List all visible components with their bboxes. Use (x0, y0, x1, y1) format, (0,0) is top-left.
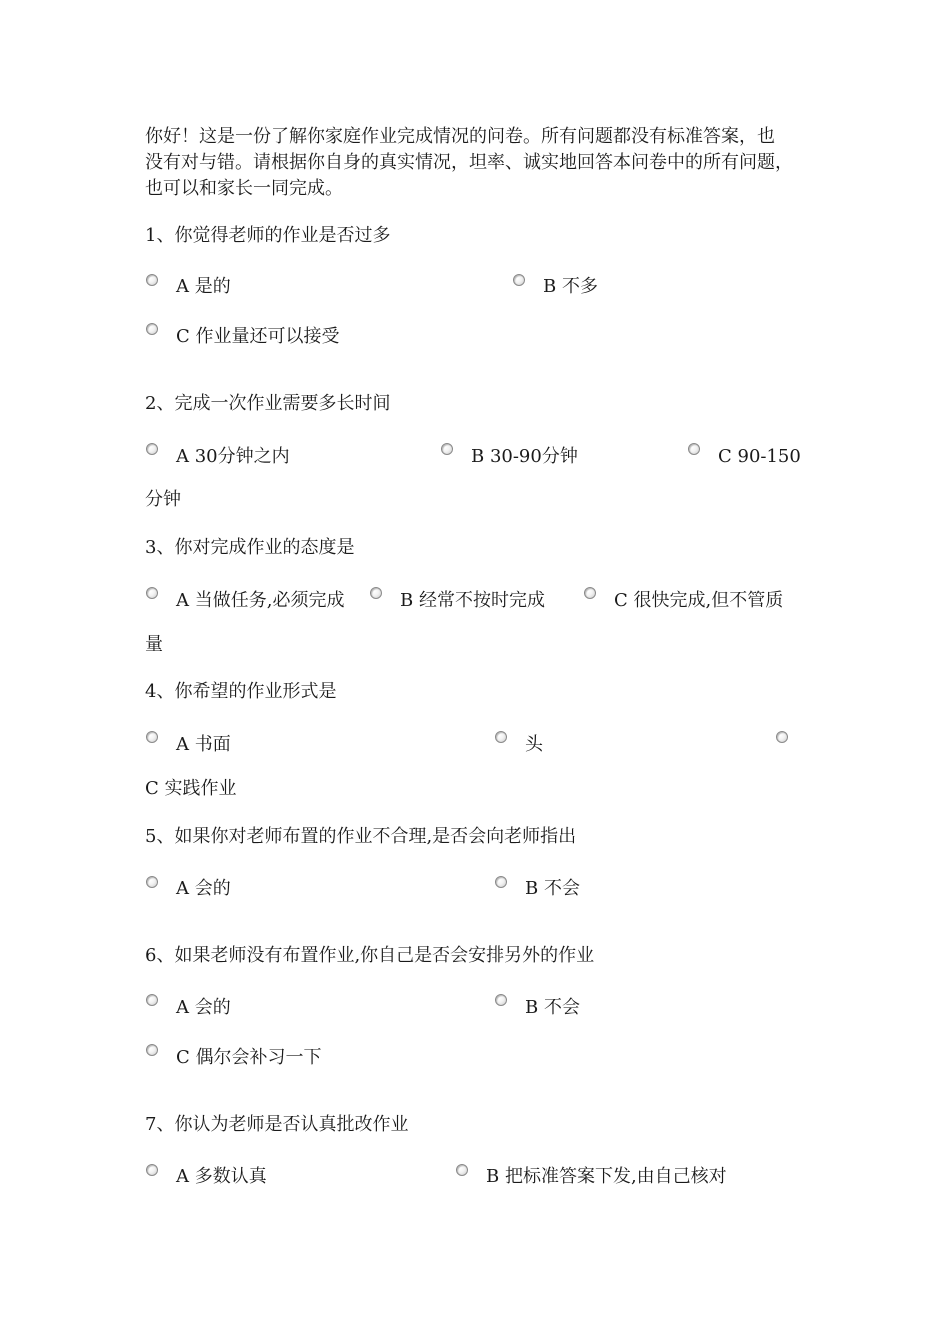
question-7-title: 7、你认为老师是否认真批改作业 (145, 1114, 409, 1135)
option-wrap-q3: 量 (145, 634, 163, 655)
option-label-q4-a: A 书面 (176, 734, 231, 755)
option-label-q2-c: C 90-150 (718, 446, 801, 467)
radio-q2-a[interactable] (146, 443, 158, 455)
option-wrap-q4: C 实践作业 (145, 778, 237, 799)
option-label-q7-b: B 把标准答案下发,由自己核对 (486, 1166, 727, 1187)
radio-q5-b[interactable] (495, 876, 507, 888)
radio-q4-b[interactable] (495, 731, 507, 743)
radio-q3-a[interactable] (146, 587, 158, 599)
radio-q3-c[interactable] (584, 587, 596, 599)
radio-q2-c[interactable] (688, 443, 700, 455)
intro-line: 也可以和家长一同完成。 (145, 178, 343, 199)
radio-q6-c[interactable] (146, 1044, 158, 1056)
option-label-q5-a: A 会的 (176, 878, 231, 899)
option-label-q3-c: C 很快完成,但不管质 (614, 590, 784, 611)
question-1-title: 1、你觉得老师的作业是否过多 (145, 225, 391, 246)
radio-q1-c[interactable] (146, 323, 158, 335)
option-label-q2-b: B 30-90分钟 (471, 446, 578, 467)
option-label-q6-b: B 不会 (525, 997, 580, 1018)
radio-q6-b[interactable] (495, 994, 507, 1006)
question-2-title: 2、完成一次作业需要多长时间 (145, 393, 391, 414)
radio-q5-a[interactable] (146, 876, 158, 888)
intro-paragraph (145, 124, 815, 202)
intro-line: 没有对与错。请根据你自身的真实情况，坦率、诚实地回答本问卷中的所有问题， (145, 152, 793, 173)
option-label-q2-a: A 30分钟之内 (176, 446, 290, 467)
radio-q1-a[interactable] (146, 274, 158, 286)
option-label-q6-a: A 会的 (176, 997, 231, 1018)
option-label-q5-b: B 不会 (525, 878, 580, 899)
option-label-q7-a: A 多数认真 (176, 1166, 267, 1187)
option-label-q3-a: A 当做任务,必须完成 (176, 590, 345, 611)
option-label-q1-a: A 是的 (176, 276, 231, 297)
radio-q1-b[interactable] (513, 274, 525, 286)
option-label-q1-b: B 不多 (543, 276, 598, 297)
option-label-q4-b: 头 (525, 734, 543, 755)
radio-q7-b[interactable] (456, 1164, 468, 1176)
option-label-q3-b: B 经常不按时完成 (400, 590, 545, 611)
question-3-title: 3、你对完成作业的态度是 (145, 537, 355, 558)
option-label-q6-c: C 偶尔会补习一下 (176, 1047, 322, 1068)
radio-q2-b[interactable] (441, 443, 453, 455)
question-5-title: 5、如果你对老师布置的作业不合理,是否会向老师指出 (145, 826, 577, 847)
radio-q4-a[interactable] (146, 731, 158, 743)
option-wrap-q2: 分钟 (145, 489, 181, 510)
intro-line: 你好！这是一份了解你家庭作业完成情况的问卷。所有问题都没有标准答案，也 (145, 126, 775, 147)
radio-q3-b[interactable] (370, 587, 382, 599)
radio-q4-c[interactable] (776, 731, 788, 743)
option-label-q1-c: C 作业量还可以接受 (176, 326, 340, 347)
radio-q7-a[interactable] (146, 1164, 158, 1176)
question-6-title: 6、如果老师没有布置作业,你自己是否会安排另外的作业 (145, 945, 595, 966)
radio-q6-a[interactable] (146, 994, 158, 1006)
question-4-title: 4、你希望的作业形式是 (145, 681, 337, 702)
